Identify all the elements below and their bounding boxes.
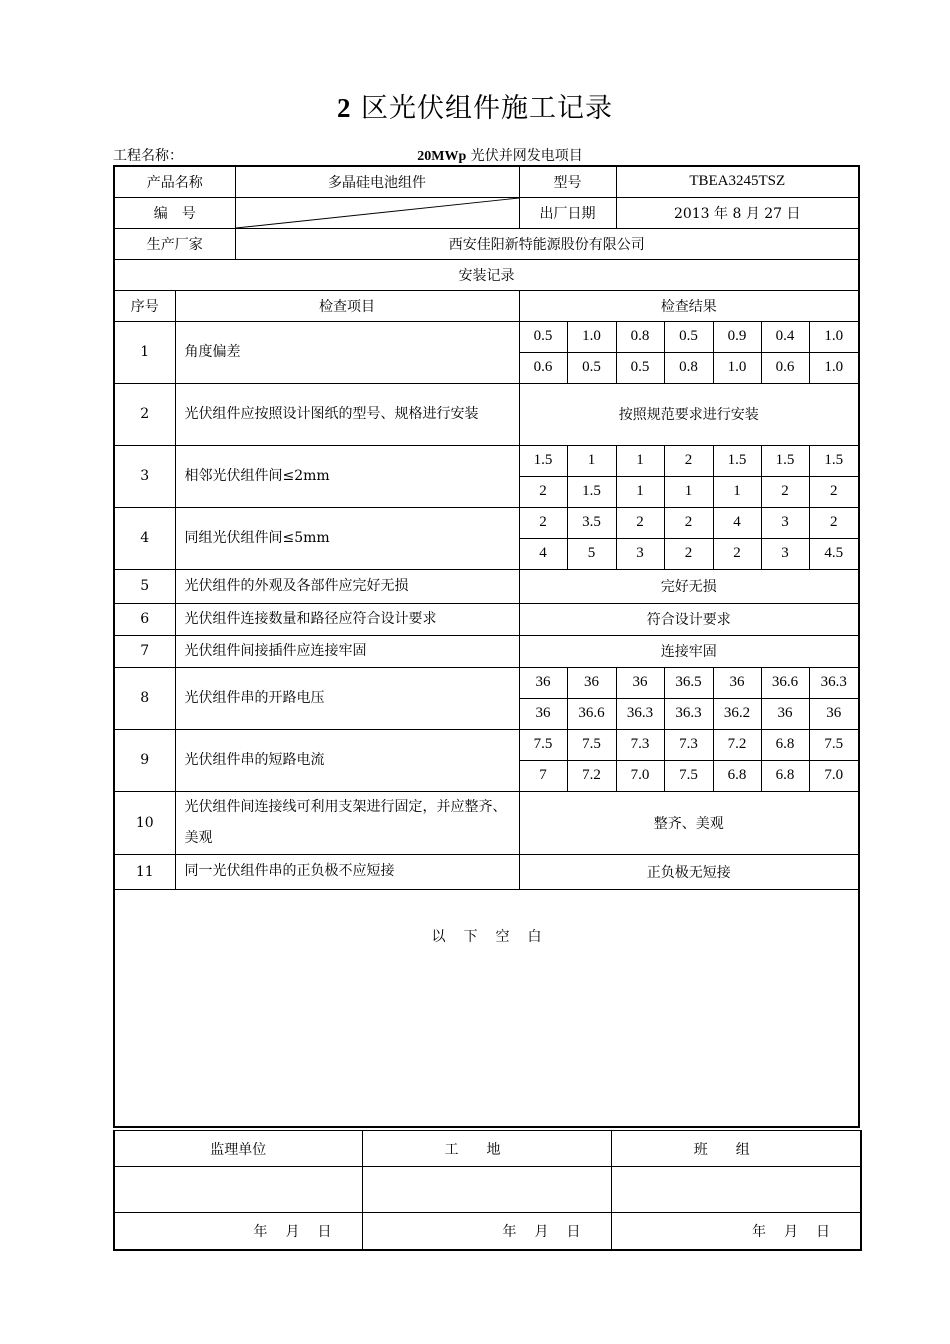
site-signature bbox=[362, 1167, 611, 1213]
result-cell: 7.5 bbox=[809, 729, 859, 760]
row-number: 4 bbox=[114, 507, 175, 569]
result-cell: 1 bbox=[567, 445, 616, 476]
blank-area bbox=[114, 889, 859, 1127]
result-cell: 7.5 bbox=[567, 729, 616, 760]
result-cell: 2 bbox=[713, 538, 761, 569]
check-result: 正负极无短接 bbox=[519, 854, 859, 889]
result-cell: 1.5 bbox=[761, 445, 809, 476]
result-cell: 6.8 bbox=[761, 729, 809, 760]
team-signature bbox=[611, 1167, 861, 1213]
result-cell: 4 bbox=[713, 507, 761, 538]
row-number: 5 bbox=[114, 569, 175, 603]
title-text: 区光伏组件施工记录 bbox=[361, 93, 614, 124]
model-value: TBEA3245TSZ bbox=[616, 166, 859, 197]
result-cell: 7.3 bbox=[664, 729, 713, 760]
supervisor-signature bbox=[114, 1167, 362, 1213]
result-cell: 36.3 bbox=[809, 667, 859, 698]
row-number: 1 bbox=[114, 321, 175, 383]
result-cell: 2 bbox=[519, 476, 567, 507]
row-number: 7 bbox=[114, 635, 175, 667]
check-result: 符合设计要求 bbox=[519, 603, 859, 635]
check-result: 整齐、美观 bbox=[519, 791, 859, 854]
supervisor-label: 监理单位 bbox=[114, 1131, 362, 1167]
check-item: 光伏组件应按照设计图纸的型号、规格进行安装 bbox=[175, 383, 519, 445]
page-title bbox=[0, 86, 950, 125]
result-cell: 2 bbox=[616, 507, 664, 538]
check-item: 光伏组件连接数量和路径应符合设计要求 bbox=[175, 603, 519, 635]
result-cell: 36 bbox=[567, 667, 616, 698]
result-cell: 3.5 bbox=[567, 507, 616, 538]
result-cell: 0.4 bbox=[761, 321, 809, 352]
result-cell: 0.6 bbox=[761, 352, 809, 383]
result-cell: 1.5 bbox=[713, 445, 761, 476]
result-cell: 1.0 bbox=[809, 352, 859, 383]
result-cell: 3 bbox=[761, 507, 809, 538]
project-name bbox=[380, 145, 620, 165]
serial-value-empty bbox=[235, 197, 519, 228]
result-cell: 0.8 bbox=[664, 352, 713, 383]
result-cell: 1 bbox=[616, 476, 664, 507]
check-item: 角度偏差 bbox=[175, 321, 519, 383]
maker-value: 西安佳阳新特能源股份有限公司 bbox=[235, 228, 859, 259]
serial-label: 编 号 bbox=[114, 197, 235, 228]
result-cell: 6.8 bbox=[713, 760, 761, 791]
result-cell: 4.5 bbox=[809, 538, 859, 569]
result-cell: 2 bbox=[664, 445, 713, 476]
result-cell: 6.8 bbox=[761, 760, 809, 791]
result-cell: 0.5 bbox=[664, 321, 713, 352]
product-value: 多晶硅电池组件 bbox=[235, 166, 519, 197]
check-item: 光伏组件的外观及各部件应完好无损 bbox=[175, 569, 519, 603]
result-cell: 36 bbox=[761, 698, 809, 729]
result-cell: 36.3 bbox=[664, 698, 713, 729]
date-label: 出厂日期 bbox=[519, 197, 616, 228]
result-cell: 1.5 bbox=[519, 445, 567, 476]
result-cell: 7.0 bbox=[616, 760, 664, 791]
result-cell: 1 bbox=[664, 476, 713, 507]
result-cell: 0.9 bbox=[713, 321, 761, 352]
check-result: 连接牢固 bbox=[519, 635, 859, 667]
result-cell: 0.6 bbox=[519, 352, 567, 383]
result-cell: 36.3 bbox=[616, 698, 664, 729]
result-cell: 0.5 bbox=[616, 352, 664, 383]
section-title: 安装记录 bbox=[114, 259, 859, 290]
project-name-rest: 光伏并网发电项目 bbox=[470, 148, 583, 164]
project-label: 工程名称： bbox=[113, 148, 183, 164]
result-cell: 36 bbox=[616, 667, 664, 698]
check-item: 光伏组件间连接线可利用支架进行固定，并应整齐、美观 bbox=[175, 791, 519, 854]
row-number: 9 bbox=[114, 729, 175, 791]
result-cell: 36 bbox=[809, 698, 859, 729]
check-item: 同组光伏组件间≤5mm bbox=[175, 507, 519, 569]
check-item: 相邻光伏组件间≤2mm bbox=[175, 445, 519, 507]
team-label: 班组 bbox=[611, 1131, 861, 1167]
result-cell: 36.6 bbox=[761, 667, 809, 698]
result-cell: 2 bbox=[664, 507, 713, 538]
result-cell: 2 bbox=[809, 476, 859, 507]
col-item-header: 检查项目 bbox=[175, 290, 519, 321]
result-cell: 1 bbox=[713, 476, 761, 507]
result-cell: 7.0 bbox=[809, 760, 859, 791]
result-cell: 7 bbox=[519, 760, 567, 791]
row-number: 11 bbox=[114, 854, 175, 889]
check-result: 按照规范要求进行安装 bbox=[519, 383, 859, 445]
col-result-header: 检查结果 bbox=[519, 290, 859, 321]
record-table bbox=[113, 165, 860, 1128]
result-cell: 0.8 bbox=[616, 321, 664, 352]
result-cell: 1.5 bbox=[809, 445, 859, 476]
row-number: 10 bbox=[114, 791, 175, 854]
diagonal-line bbox=[236, 198, 519, 228]
result-cell: 2 bbox=[809, 507, 859, 538]
row-number: 8 bbox=[114, 667, 175, 729]
result-cell: 3 bbox=[761, 538, 809, 569]
team-date: 年月日 bbox=[611, 1213, 861, 1250]
result-cell: 7.2 bbox=[567, 760, 616, 791]
result-cell: 7.5 bbox=[664, 760, 713, 791]
col-no-header: 序号 bbox=[114, 290, 175, 321]
result-cell: 7.5 bbox=[519, 729, 567, 760]
result-cell: 36.5 bbox=[664, 667, 713, 698]
result-cell: 0.5 bbox=[519, 321, 567, 352]
result-cell: 1.5 bbox=[567, 476, 616, 507]
result-cell: 1.0 bbox=[713, 352, 761, 383]
supervisor-date: 年月日 bbox=[114, 1213, 362, 1250]
result-cell: 36 bbox=[713, 667, 761, 698]
result-cell: 36 bbox=[519, 698, 567, 729]
row-number: 3 bbox=[114, 445, 175, 507]
result-cell: 2 bbox=[664, 538, 713, 569]
result-cell: 0.5 bbox=[567, 352, 616, 383]
signature-table bbox=[113, 1130, 862, 1251]
model-label: 型号 bbox=[519, 166, 616, 197]
result-cell: 7.2 bbox=[713, 729, 761, 760]
result-cell: 36 bbox=[519, 667, 567, 698]
result-cell: 2 bbox=[519, 507, 567, 538]
date-value: 2013 年 8 月 27 日 bbox=[616, 197, 859, 228]
result-cell: 2 bbox=[761, 476, 809, 507]
maker-label: 生产厂家 bbox=[114, 228, 235, 259]
result-cell: 3 bbox=[616, 538, 664, 569]
result-cell: 7.3 bbox=[616, 729, 664, 760]
result-cell: 1.0 bbox=[567, 321, 616, 352]
check-item: 光伏组件串的开路电压 bbox=[175, 667, 519, 729]
result-cell: 1 bbox=[616, 445, 664, 476]
check-item: 同一光伏组件串的正负极不应短接 bbox=[175, 854, 519, 889]
row-number: 6 bbox=[114, 603, 175, 635]
product-label: 产品名称 bbox=[114, 166, 235, 197]
result-cell: 36.6 bbox=[567, 698, 616, 729]
result-cell: 4 bbox=[519, 538, 567, 569]
row-number: 2 bbox=[114, 383, 175, 445]
check-item: 光伏组件串的短路电流 bbox=[175, 729, 519, 791]
result-cell: 36.2 bbox=[713, 698, 761, 729]
site-date: 年月日 bbox=[362, 1213, 611, 1250]
check-result: 完好无损 bbox=[519, 569, 859, 603]
result-cell: 1.0 bbox=[809, 321, 859, 352]
site-label: 工地 bbox=[362, 1131, 611, 1167]
title-number: 2 bbox=[336, 93, 352, 123]
project-name-bold: 20MWp bbox=[417, 149, 467, 164]
result-cell: 5 bbox=[567, 538, 616, 569]
blank-note: 以下空白 bbox=[431, 928, 560, 945]
check-item: 光伏组件间接插件应连接牢固 bbox=[175, 635, 519, 667]
